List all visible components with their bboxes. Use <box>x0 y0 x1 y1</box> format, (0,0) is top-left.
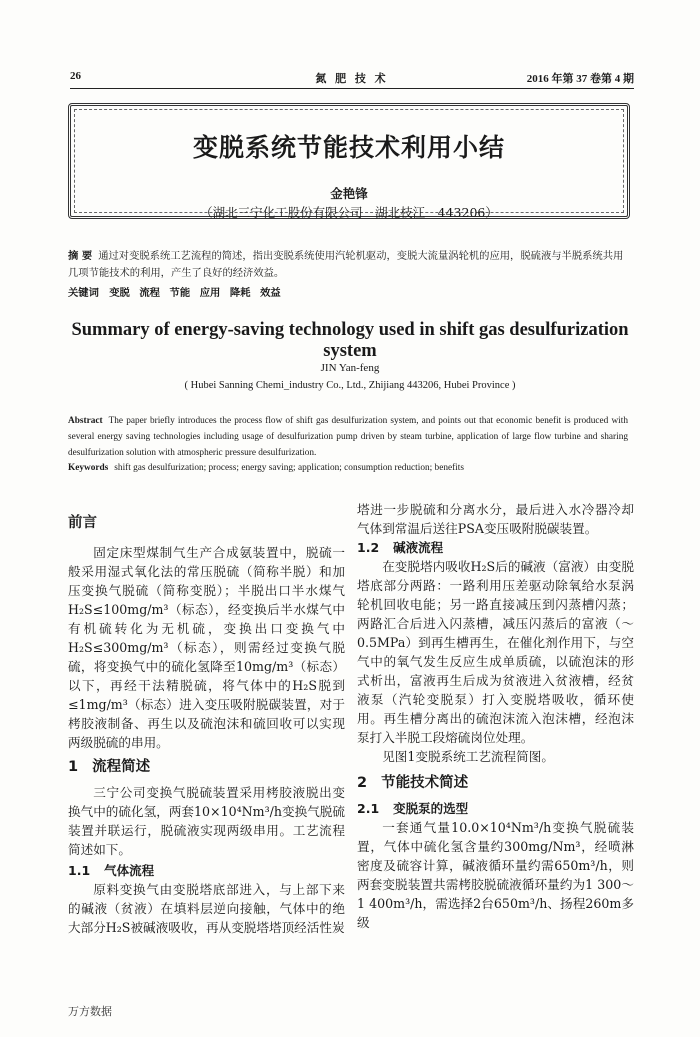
keywords-cn-label: 关键词 <box>68 287 99 299</box>
section-2-1-number: 2.1 <box>357 801 380 816</box>
keywords-cn <box>68 284 626 299</box>
section-2-number: 2 <box>357 775 368 791</box>
section-1-title: 流程简述 <box>92 759 151 775</box>
abstract-cn-text: 通过对变脱系统工艺流程的简述，指出变脱系统使用汽轮机驱动，变脱大流量涡轮机的应用，脱硫液与半脱系统共用几项节能技术的利用，产生了良好的经济效益。 <box>68 250 624 279</box>
abstract-en <box>68 413 628 461</box>
continued-paragraph: 塔进一步脱硫和分离水分，最后进入水冷器冷却气体到常温后送往PSA变压吸附脱碳装置。 <box>357 502 634 536</box>
section-1-number: 1 <box>68 759 79 775</box>
page-number: 26 <box>70 70 81 82</box>
abstract-en-text: The paper briefly introduces the process flow of shift gas desulfurization system, and points out that economic benefit is produced with several energy saving technologies including usage of desulfurization pump driven by steam turbine, application of large flow turbine and sharing desulfurization solution with atmospheric pressure desulfurization. <box>68 416 628 458</box>
section-1-1-title: 气体流程 <box>104 863 155 878</box>
section-1-heading <box>68 758 345 777</box>
keywords-en-text: shift gas desulfurization; process; energy saving; application; consumption reduction; benefits <box>114 463 464 473</box>
preface-heading: 前言 <box>68 515 97 531</box>
paper-title-cn: 变脱系统节能技术利用小结 <box>192 133 505 162</box>
keywords-cn-text: 变脱 流程 节能 应用 降耗 效益 <box>109 287 281 299</box>
footer-watermark: 万方数据 <box>68 1005 112 1018</box>
journal-name: 氮 肥 技 术 <box>315 73 389 85</box>
section-1-2-heading <box>357 538 634 557</box>
author-en: JIN Yan-feng <box>320 362 380 374</box>
section-1-1-paragraph: 原料变换气由变脱塔底部进入，与上部下来的碱液（贫液）在填料层逆向接触，气体中的绝大部分H₂S被碱液吸收，再从变脱塔塔顶经活性炭 <box>68 882 345 935</box>
title-frame <box>68 103 630 219</box>
affiliation-en: ( Hubei Sanning Chemi_industry Co., Ltd., Zhijiang 443206, Hubei Province ) <box>184 380 516 391</box>
paper-title-en: Summary of energy-saving technology used in shift gas desulfurization system <box>71 320 629 361</box>
section-1-paragraph: 三宁公司变换气脱硫装置采用栲胶液脱出变换气中的硫化氢，两套10×10⁴Nm³/h变换气脱硫装置并联运行，脱硫液实现两级串用。工艺流程简述如下。 <box>68 785 345 857</box>
left-column <box>68 500 345 937</box>
section-2-title: 节能技术简述 <box>381 775 469 791</box>
running-header <box>70 68 634 89</box>
section-1-1-heading <box>68 861 345 880</box>
abstract-cn <box>68 248 626 282</box>
keywords-en-label: Keywords <box>68 463 109 473</box>
section-1-2-title: 碱液流程 <box>393 540 444 555</box>
affiliation-cn: （湖北三宁化工股份有限公司 湖北枝江 443206） <box>200 205 498 220</box>
figure-reference: 见图1变脱系统工艺流程简图。 <box>382 749 554 764</box>
abstract-en-label: Abstract <box>68 416 103 426</box>
section-2-1-title: 变脱泵的选型 <box>393 801 469 816</box>
section-1-2-number: 1.2 <box>357 540 380 555</box>
section-2-1-heading <box>357 799 634 818</box>
preface-paragraph: 固定床型煤制气生产合成氨装置中，脱硫一般采用湿式氧化法的常压脱硫（简称半脱）和加压变换气脱硫（简称变脱）；半脱出口半水煤气H₂S≤100mg/m³（标态），经变换后半水煤气中有机硫转化为无机硫，变换出口变换气中H₂S≤300mg/m³（标态），则需经过变换气脱硫，将变换气中的硫化氢降至10mg/m³（标态）以下，再经干法精脱硫，将气体中的H₂S脱到≤1mg/m³（标态）进入变压吸附脱碳装置，对于栲胶液制备、再生以及硫泡沫和硫回收可以实现两级脱硫的串用。 <box>68 545 345 750</box>
issue-info: 2016 年第 37 卷第 4 期 <box>526 73 634 85</box>
section-2-heading <box>357 774 634 793</box>
right-column <box>357 500 634 932</box>
section-1-1-number: 1.1 <box>68 863 91 878</box>
author-cn: 金艳锋 <box>330 186 368 201</box>
abstract-cn-label: 摘 要 <box>68 250 93 262</box>
section-2-1-paragraph: 一套通气量10.0×10⁴Nm³/h变换气脱硫装置，气体中硫化氢含量约300mg/Nm³，经喷淋密度及硫容计算，碱液循环量约需650m³/h，则两套变脱装置共需栲胶脱硫液循环量约为1 300～1 400m³/h，需选择2台650m³/h、扬程260m多级 <box>357 820 634 930</box>
keywords-en <box>68 463 628 473</box>
section-1-2-paragraph: 在变脱塔内吸收H₂S后的碱液（富液）由变脱塔底部分两路：一路利用压差驱动除氧给水泵涡轮机回收电能；另一路直接减压到闪蒸槽闪蒸；两路汇合后进入闪蒸槽，减压闪蒸后的富液（～0.5MPa）到再生槽再生，在催化剂作用下，与空气中的氧气发生反应生成单质硫，以硫泡沫的形式析出，富液再生后成为贫液进入贫液槽，经贫液泵（汽轮变脱泵）打入变脱塔吸收，循环使用。再生槽分离出的硫泡沫流入泡沫槽，经泡沫泵打入半脱工段熔硫岗位处理。 <box>357 559 634 745</box>
